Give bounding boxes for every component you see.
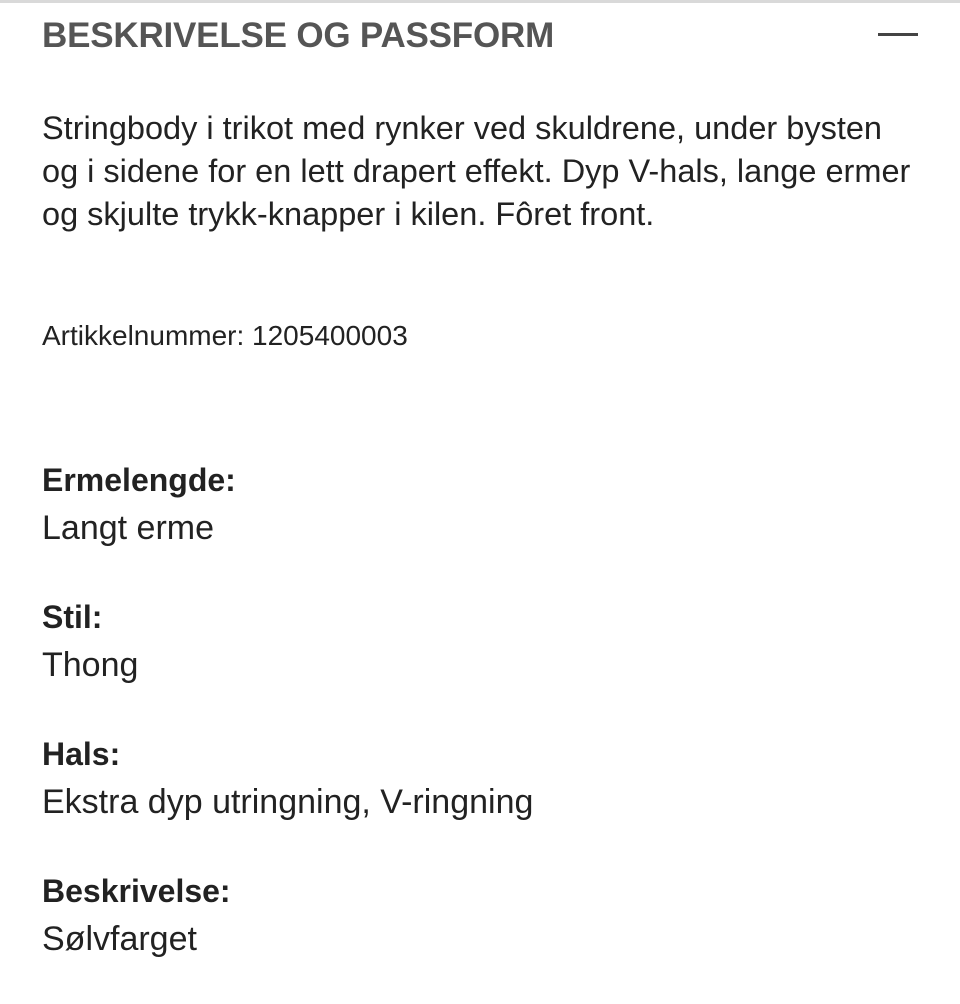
attribute-sleeve-length <box>42 458 922 595</box>
accordion-header-description-fit[interactable] <box>0 0 960 80</box>
accordion-title: BESKRIVELSE OG PASSFORM <box>42 16 555 55</box>
attribute-neckline <box>42 732 922 869</box>
article-number: Artikkelnummer: 1205400003 <box>42 320 408 351</box>
product-attributes <box>42 458 922 1004</box>
attribute-value: Ekstra dyp utringning, V-ringning <box>42 783 534 821</box>
attribute-value: Sølvfarget <box>42 920 197 958</box>
attribute-value: Langt erme <box>42 509 214 547</box>
attribute-value: Thong <box>42 646 139 684</box>
attribute-style <box>42 595 922 732</box>
attribute-label: Stil: <box>42 599 103 635</box>
minus-icon[interactable] <box>876 28 920 42</box>
attribute-label: Ermelengde: <box>42 462 236 498</box>
attribute-description <box>42 869 922 1004</box>
product-description: Stringbody i trikot med rynker ved skuldrene, under bysten og i sidene for en lett drapert effekt. Dyp V-hals, lange ermer og skjulte trykk-knapper i kilen. Fôret front. <box>42 110 911 232</box>
attribute-label: Beskrivelse: <box>42 873 231 909</box>
attribute-label: Hals: <box>42 736 121 772</box>
